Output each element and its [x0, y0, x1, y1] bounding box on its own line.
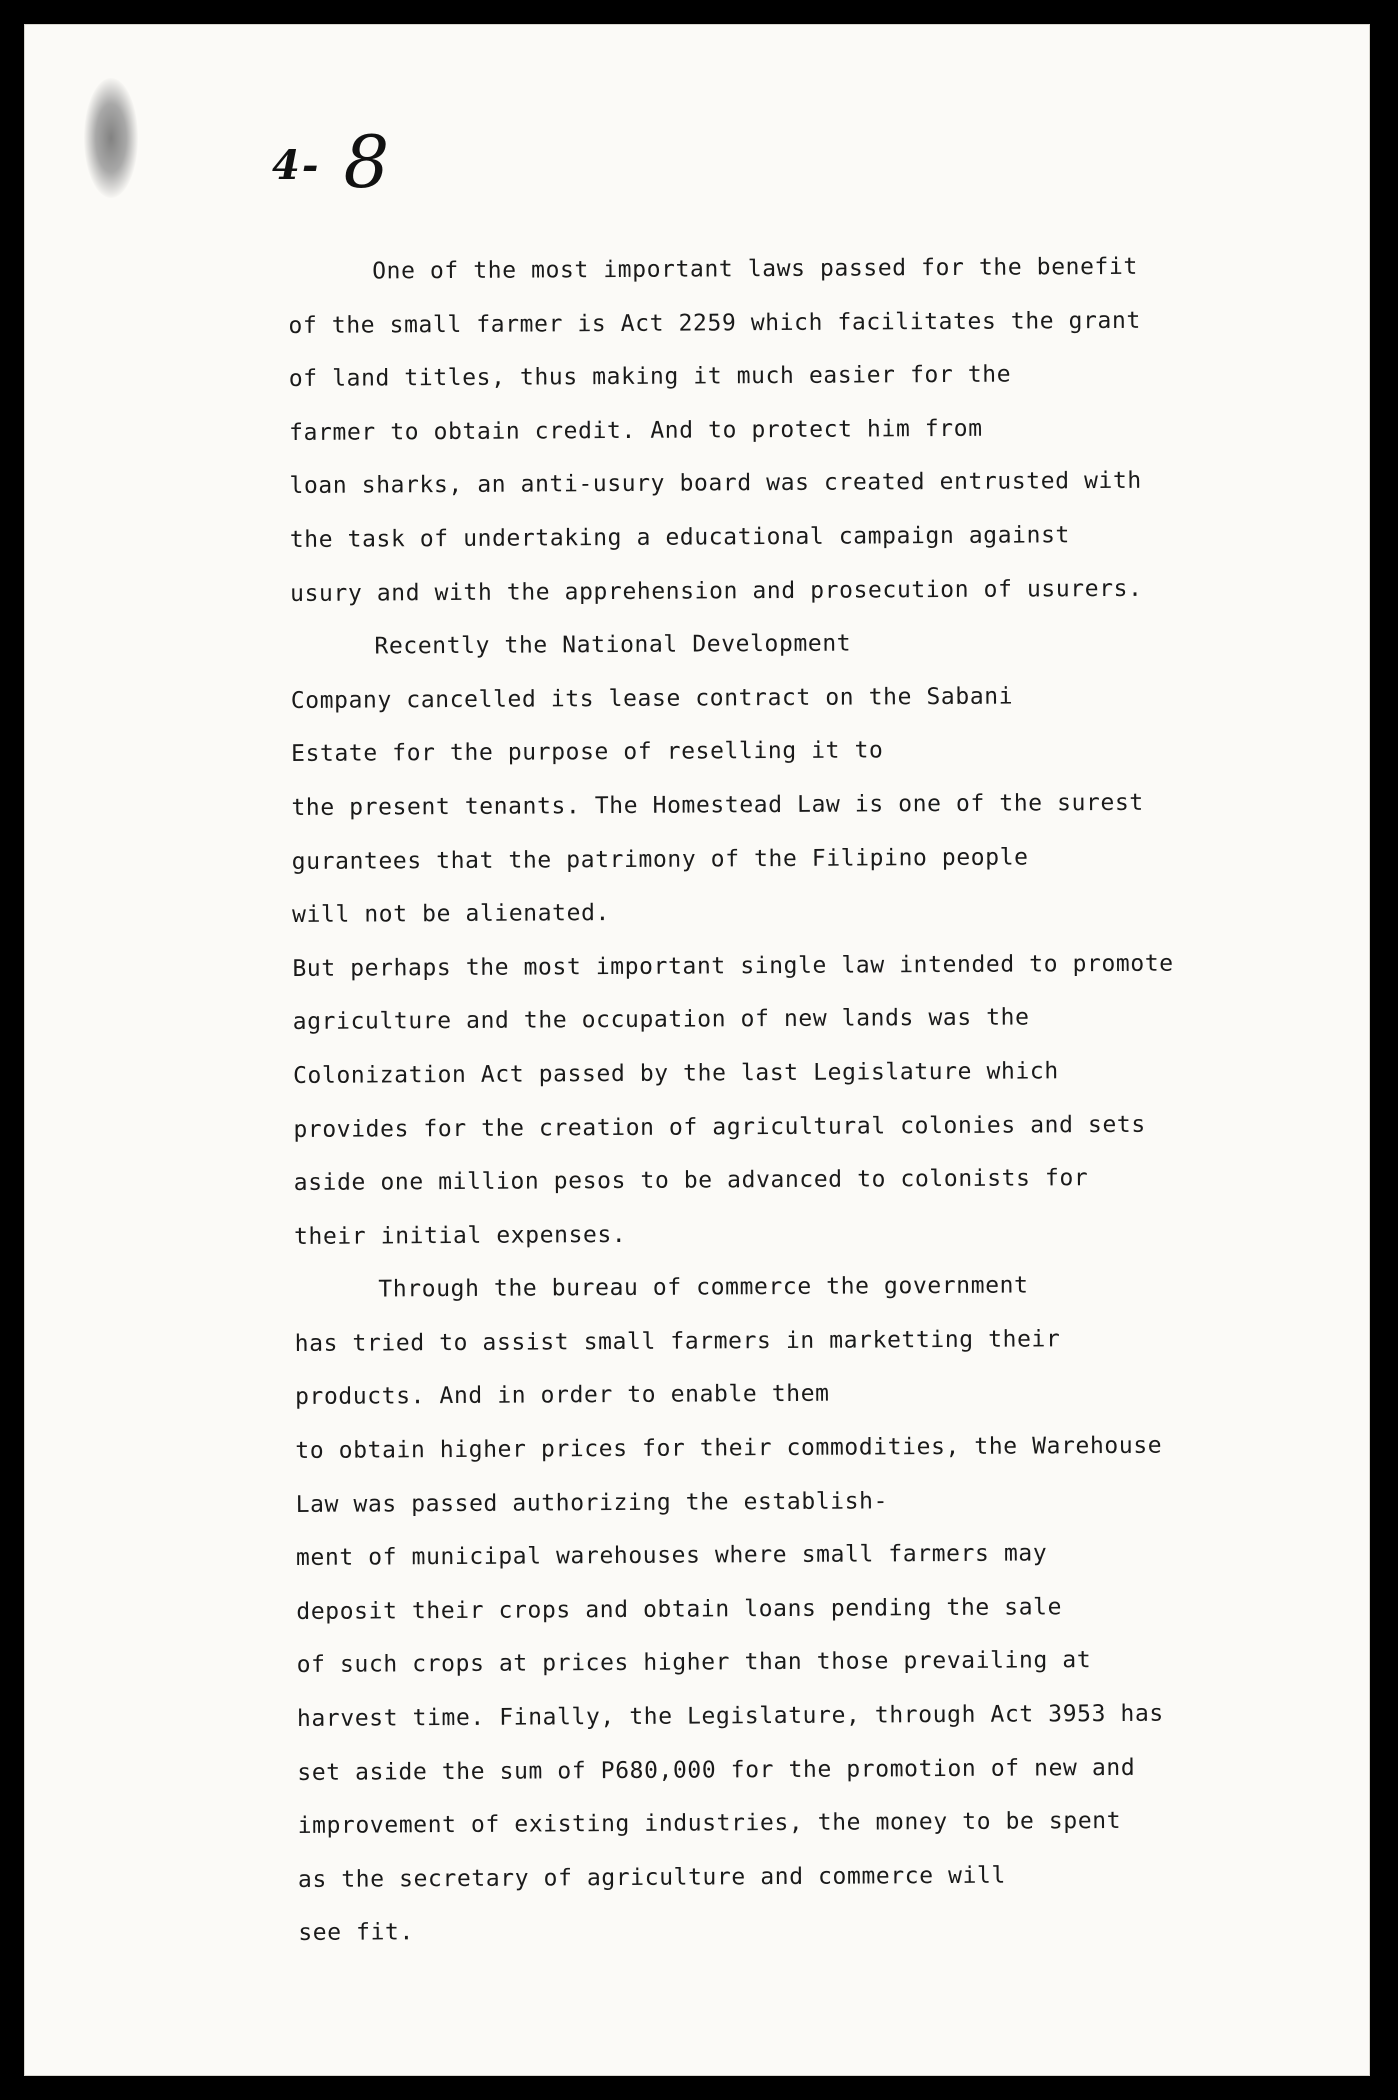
text-line: But perhaps the most important single law intended to promote [292, 950, 1174, 982]
text-line: provides for the creation of agricultural colonies and sets [293, 1111, 1146, 1143]
handwritten-page-number [272, 120, 389, 204]
text-line: of such crops at prices higher than those prevailing at [296, 1647, 1092, 1679]
text-line: the present tenants. The Homestead Law is one of the surest [291, 789, 1144, 821]
page-mark-prefix: 4- [272, 142, 321, 189]
text-line: will not be alienated. [292, 900, 611, 929]
text-line: has tried to assist small farmers in marketting their [294, 1326, 1061, 1357]
text-line: aside one million pesos to be advanced to colonists for [293, 1165, 1089, 1197]
text-line: loan sharks, an anti-usury board was created entrusted with [289, 468, 1142, 500]
text-line: Through the bureau of commerce the government [378, 1272, 1029, 1303]
text-line: to obtain higher prices for their commodities, the Warehouse [295, 1432, 1163, 1465]
text-line: improvement of existing industries, the money to be spent [297, 1808, 1122, 1840]
text-line: usury and with the apprehension and prosecution of usurers. [290, 575, 1143, 607]
text-line: of the small farmer is Act 2259 which facilitates the grant [288, 307, 1141, 339]
text-line: farmer to obtain credit. And to protect him from [289, 415, 983, 446]
text-line: agriculture and the occupation of new lands was the [292, 1004, 1030, 1036]
paragraph-1 [288, 240, 1330, 622]
text-line: set aside the sum of P680,000 for the promotion of new and [297, 1754, 1136, 1786]
text-line: Company cancelled its lease contract on the Sabani [290, 683, 1014, 714]
ink-smudge [84, 78, 138, 198]
text-line: deposit their crops and obtain loans pending the sale [296, 1594, 1063, 1625]
text-line: Law was passed authorizing the establish- [295, 1488, 889, 1518]
text-line: as the secretary of agriculture and commerce will [297, 1862, 1006, 1893]
page-mark-number: 8 [343, 120, 390, 204]
text-line: harvest time. Finally, the Legislature, through Act 3953 has [296, 1700, 1164, 1733]
paragraph-2 [290, 615, 1334, 1264]
text-line: ment of municipal warehouses where small farmers may [295, 1540, 1048, 1572]
document-page [24, 24, 1370, 2076]
paragraph-3 [294, 1258, 1338, 1961]
text-line: products. And in order to enable them [294, 1381, 830, 1411]
text-line: One of the most important laws passed for the benefit [372, 253, 1138, 285]
text-line: see fit. [298, 1919, 414, 1947]
text-line: gurantees that the patrimony of the Filipino people [291, 844, 1029, 875]
text-line: Colonization Act passed by the last Legislature which [292, 1058, 1059, 1089]
text-line: Estate for the purpose of reselling it to [291, 737, 884, 768]
scan-edge-shadow [1392, 0, 1398, 2100]
text-line: of land titles, thus making it much easier for the [288, 361, 1012, 393]
text-line: their initial expenses. [293, 1221, 627, 1250]
text-line: Recently the National Development [374, 630, 852, 660]
text-line: the task of undertaking a educational campaign against [289, 522, 1071, 553]
typed-body-text [288, 240, 1338, 1961]
